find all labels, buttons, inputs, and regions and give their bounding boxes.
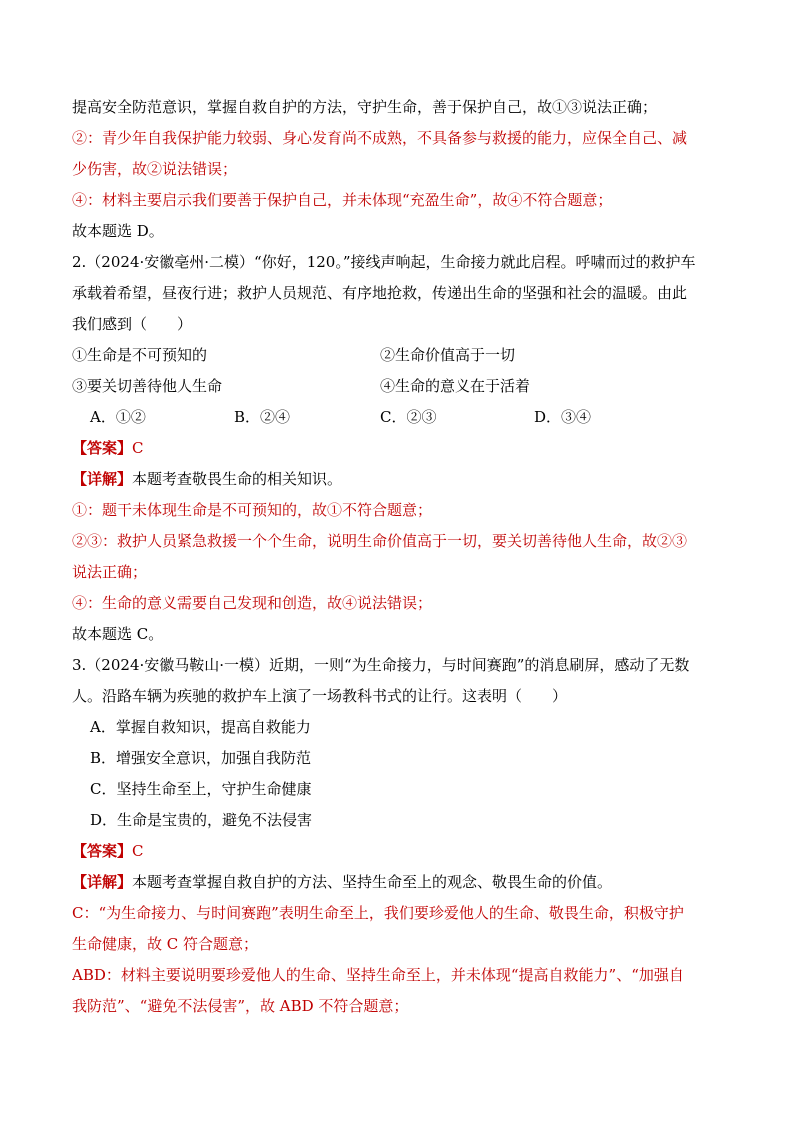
question-2-stem: 承载着希望，昼夜行进；救护人员规范、有序地抢救，传递出生命的坚强和社会的温暖。由此	[72, 284, 688, 302]
answer-line	[72, 433, 724, 464]
explanation-line: ②③：救护人员紧急救援一个个生命，说明生命价值高于一切，要关切善待他人生命，故②③	[72, 532, 688, 550]
statement-row	[72, 340, 724, 371]
option-d: D．③④	[534, 408, 592, 426]
document-page	[72, 92, 724, 1022]
answer-value: C	[132, 842, 144, 860]
explanation-line: ④：生命的意义需要自己发现和创造，故④说法错误；	[72, 594, 433, 612]
question-2-stem: 2.（2024·安徽亳州·二模）“你好，120。”接线声响起，生命接力就此启程。呼啸而过的救护车	[72, 253, 696, 271]
question-2-stem: 我们感到（ ）	[72, 315, 193, 333]
explanation-line: 生命健康，故 C 符合题意；	[72, 935, 259, 953]
explanation-line: 说法正确；	[72, 563, 148, 581]
explanation-line: C：“为生命接力、与时间赛跑”表明生命至上，我们要珍爱他人的生命、敬畏生命，积极守护	[72, 904, 684, 922]
option-c: C．坚持生命至上，守护生命健康	[90, 780, 312, 798]
statement-4: ④生命的意义在于活着	[380, 377, 531, 395]
question-3-stem: 3.（2024·安徽马鞍山·一模）近期，一则“为生命接力，与时间赛跑”的消息刷屏，感动了无数	[72, 656, 690, 674]
explanation-line: 我防范”、“避免不法侵害”，故 ABD 不符合题意；	[72, 997, 409, 1015]
explanation-line: ABD：材料主要说明要珍爱他人的生命、坚持生命至上，并未体现“提高自救能力”、“加强自	[72, 966, 684, 984]
statement-2: ②生命价值高于一切	[380, 346, 516, 364]
question-3-stem: 人。沿路车辆为疾驰的救护车上演了一场教科书式的让行。这表明（ ）	[72, 687, 568, 705]
option-a: A．掌握自救知识，提高自救能力	[90, 718, 311, 736]
detail-tag: 【详解】	[72, 873, 133, 891]
answer-tag: 【答案】	[72, 842, 133, 860]
detail-text: 本题考查敬畏生命的相关知识。	[132, 470, 343, 488]
explanation-line: 提高安全防范意识，掌握自救自护的方法，守护生命，善于保护自己，故①③说法正确；	[72, 98, 658, 116]
answer-tag: 【答案】	[72, 439, 133, 457]
explanation-line: ①：题干未体现生命是不可预知的，故①不符合题意；	[72, 501, 433, 519]
conclusion-line: 故本题选 C。	[72, 625, 164, 643]
detail-tag: 【详解】	[72, 470, 133, 488]
statement-row	[72, 371, 724, 402]
statement-3: ③要关切善待他人生命	[72, 377, 223, 395]
option-c: C．②③	[380, 408, 437, 426]
answer-line	[72, 836, 724, 867]
conclusion-line: 故本题选 D。	[72, 222, 164, 240]
detail-text: 本题考查掌握自救自护的方法、坚持生命至上的观念、敬畏生命的价值。	[132, 873, 613, 891]
option-b: B．②④	[234, 408, 291, 426]
option-d: D．生命是宝贵的，避免不法侵害	[90, 811, 313, 829]
option-a: A．①②	[90, 408, 146, 426]
option-b: B．增强安全意识，加强自我防范	[90, 749, 312, 767]
detail-line	[72, 867, 724, 898]
detail-line	[72, 464, 724, 495]
explanation-line: ④：材料主要启示我们要善于保护自己，并未体现“充盈生命”，故④不符合题意；	[72, 191, 613, 209]
options-row	[72, 402, 724, 433]
explanation-line: 少伤害，故②说法错误；	[72, 160, 238, 178]
explanation-line: ②：青少年自我保护能力较弱、身心发育尚不成熟，不具备参与救援的能力，应保全自己、减	[72, 129, 688, 147]
answer-value: C	[132, 439, 144, 457]
statement-1: ①生命是不可预知的	[72, 346, 208, 364]
